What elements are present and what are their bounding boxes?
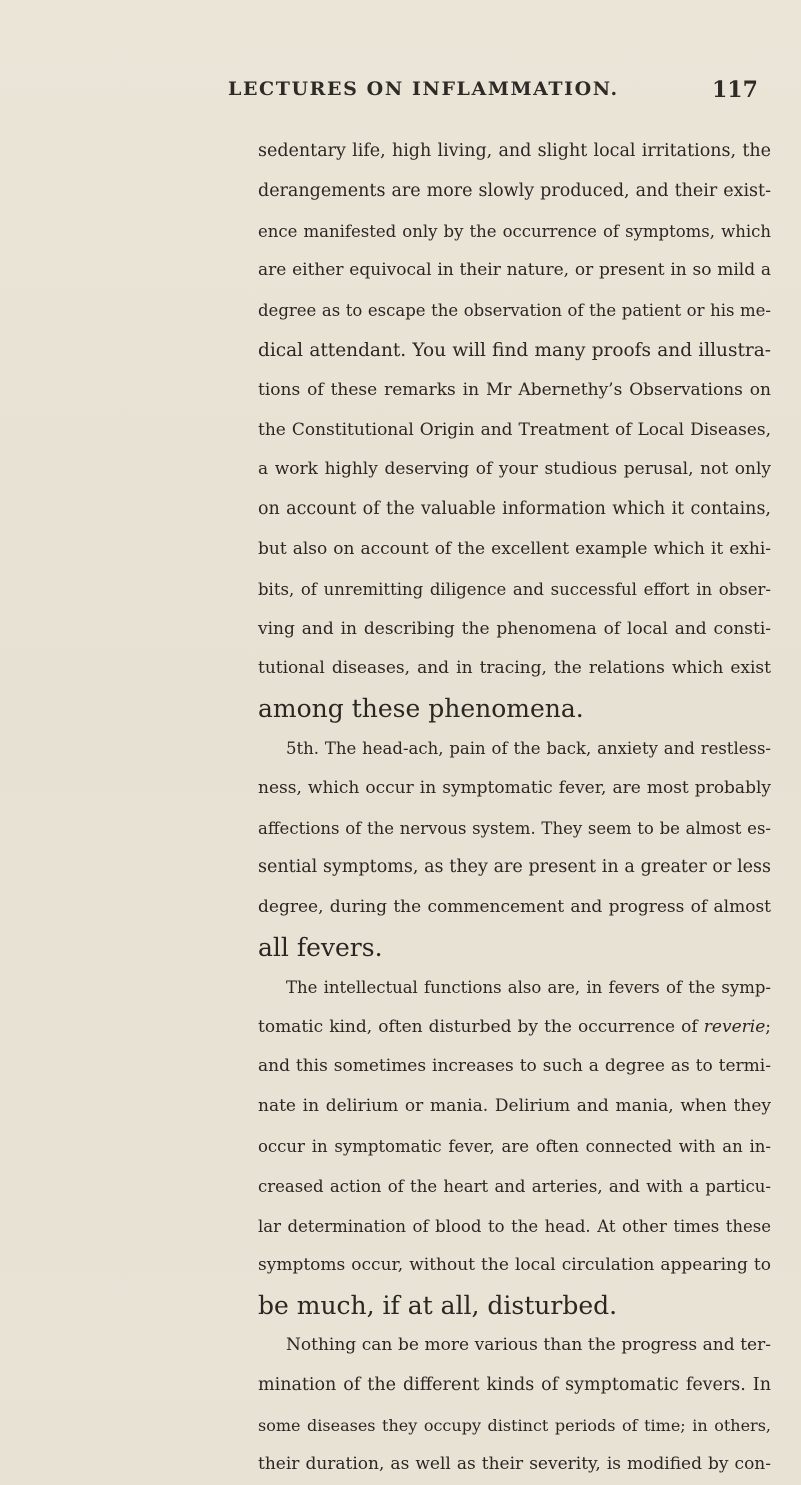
paragraph-start-line: Nothing can be more various than the progress and ter- xyxy=(286,1334,771,1355)
text-line: creased action of the heart and arteries, and with a particu- xyxy=(258,1176,771,1196)
text-line: ence manifested only by the occurrence of symptoms, which xyxy=(258,221,771,241)
text-line: dical attendant. You will find many proofs and illustra- xyxy=(258,339,771,361)
text-line: symptoms occur, without the local circulation appearing to xyxy=(258,1255,771,1276)
text-line: lar determination of blood to the head. At other times these xyxy=(258,1216,771,1236)
text-line: occur in symptomatic fever, are often connected with an in- xyxy=(258,1136,771,1156)
text-line: bits, of unremitting diligence and successful effort in obser- xyxy=(258,579,771,599)
text-line: ving and in describing the phenomena of local and consti- xyxy=(258,618,771,639)
page-number: 117 xyxy=(712,77,758,103)
paragraph-end-line: among these phenomena. xyxy=(258,694,584,724)
body-text xyxy=(258,132,771,1485)
text-line: the Constitutional Origin and Treatment of Local Diseases, xyxy=(258,419,771,440)
text-line: derangements are more slowly produced, and their exist- xyxy=(258,180,771,201)
paragraph-end-line: all fevers. xyxy=(258,932,383,962)
text-line: degree as to escape the observation of the patient or his me- xyxy=(258,301,771,321)
paragraph-start-line: 5th. The head-ach, pain of the back, anxiety and restless- xyxy=(286,738,771,758)
text-line: sential symptoms, as they are present in a greater or less xyxy=(258,857,771,878)
text-line: some diseases they occupy distinct periods of time; in others, xyxy=(258,1415,771,1435)
text-line: a work highly deserving of your studious perusal, not only xyxy=(258,459,771,480)
text-line: are either equivocal in their nature, or present in so mild a xyxy=(258,260,771,281)
text-line: mination of the different kinds of symptomatic fevers. In xyxy=(258,1374,771,1395)
paragraph-end-line: be much, if at all, disturbed. xyxy=(258,1291,618,1321)
paragraph-start-line: The intellectual functions also are, in fevers of the symp- xyxy=(286,977,771,997)
running-title: LECTURES ON INFLAMMATION. xyxy=(228,78,619,100)
text-line: on account of the valuable information which it contains, xyxy=(258,499,771,520)
text-line: affections of the nervous system. They seem to be almost es- xyxy=(258,818,771,838)
text-line: tomatic kind, often disturbed by the occurrence of reverie; xyxy=(258,1016,771,1037)
text-line: degree, during the commencement and progress of almost xyxy=(258,897,771,918)
text-line: sedentary life, high living, and slight local irritations, the xyxy=(258,141,771,161)
text-line: but also on account of the excellent example which it exhi- xyxy=(258,538,771,559)
text-line: nate in delirium or mania. Delirium and mania, when they xyxy=(258,1096,771,1117)
text-line: tions of these remarks in Mr Abernethy’s Observations on xyxy=(258,379,771,400)
text-line: ness, which occur in symptomatic fever, are most probably xyxy=(258,777,771,798)
text-line: tutional diseases, and in tracing, the relations which exist xyxy=(258,658,771,679)
text-line: their duration, as well as their severity, is modified by con- xyxy=(258,1454,771,1475)
emphasized-word: reverie xyxy=(703,1016,766,1037)
text-line: and this sometimes increases to such a degree as to termi- xyxy=(258,1056,771,1077)
running-head xyxy=(0,78,801,114)
